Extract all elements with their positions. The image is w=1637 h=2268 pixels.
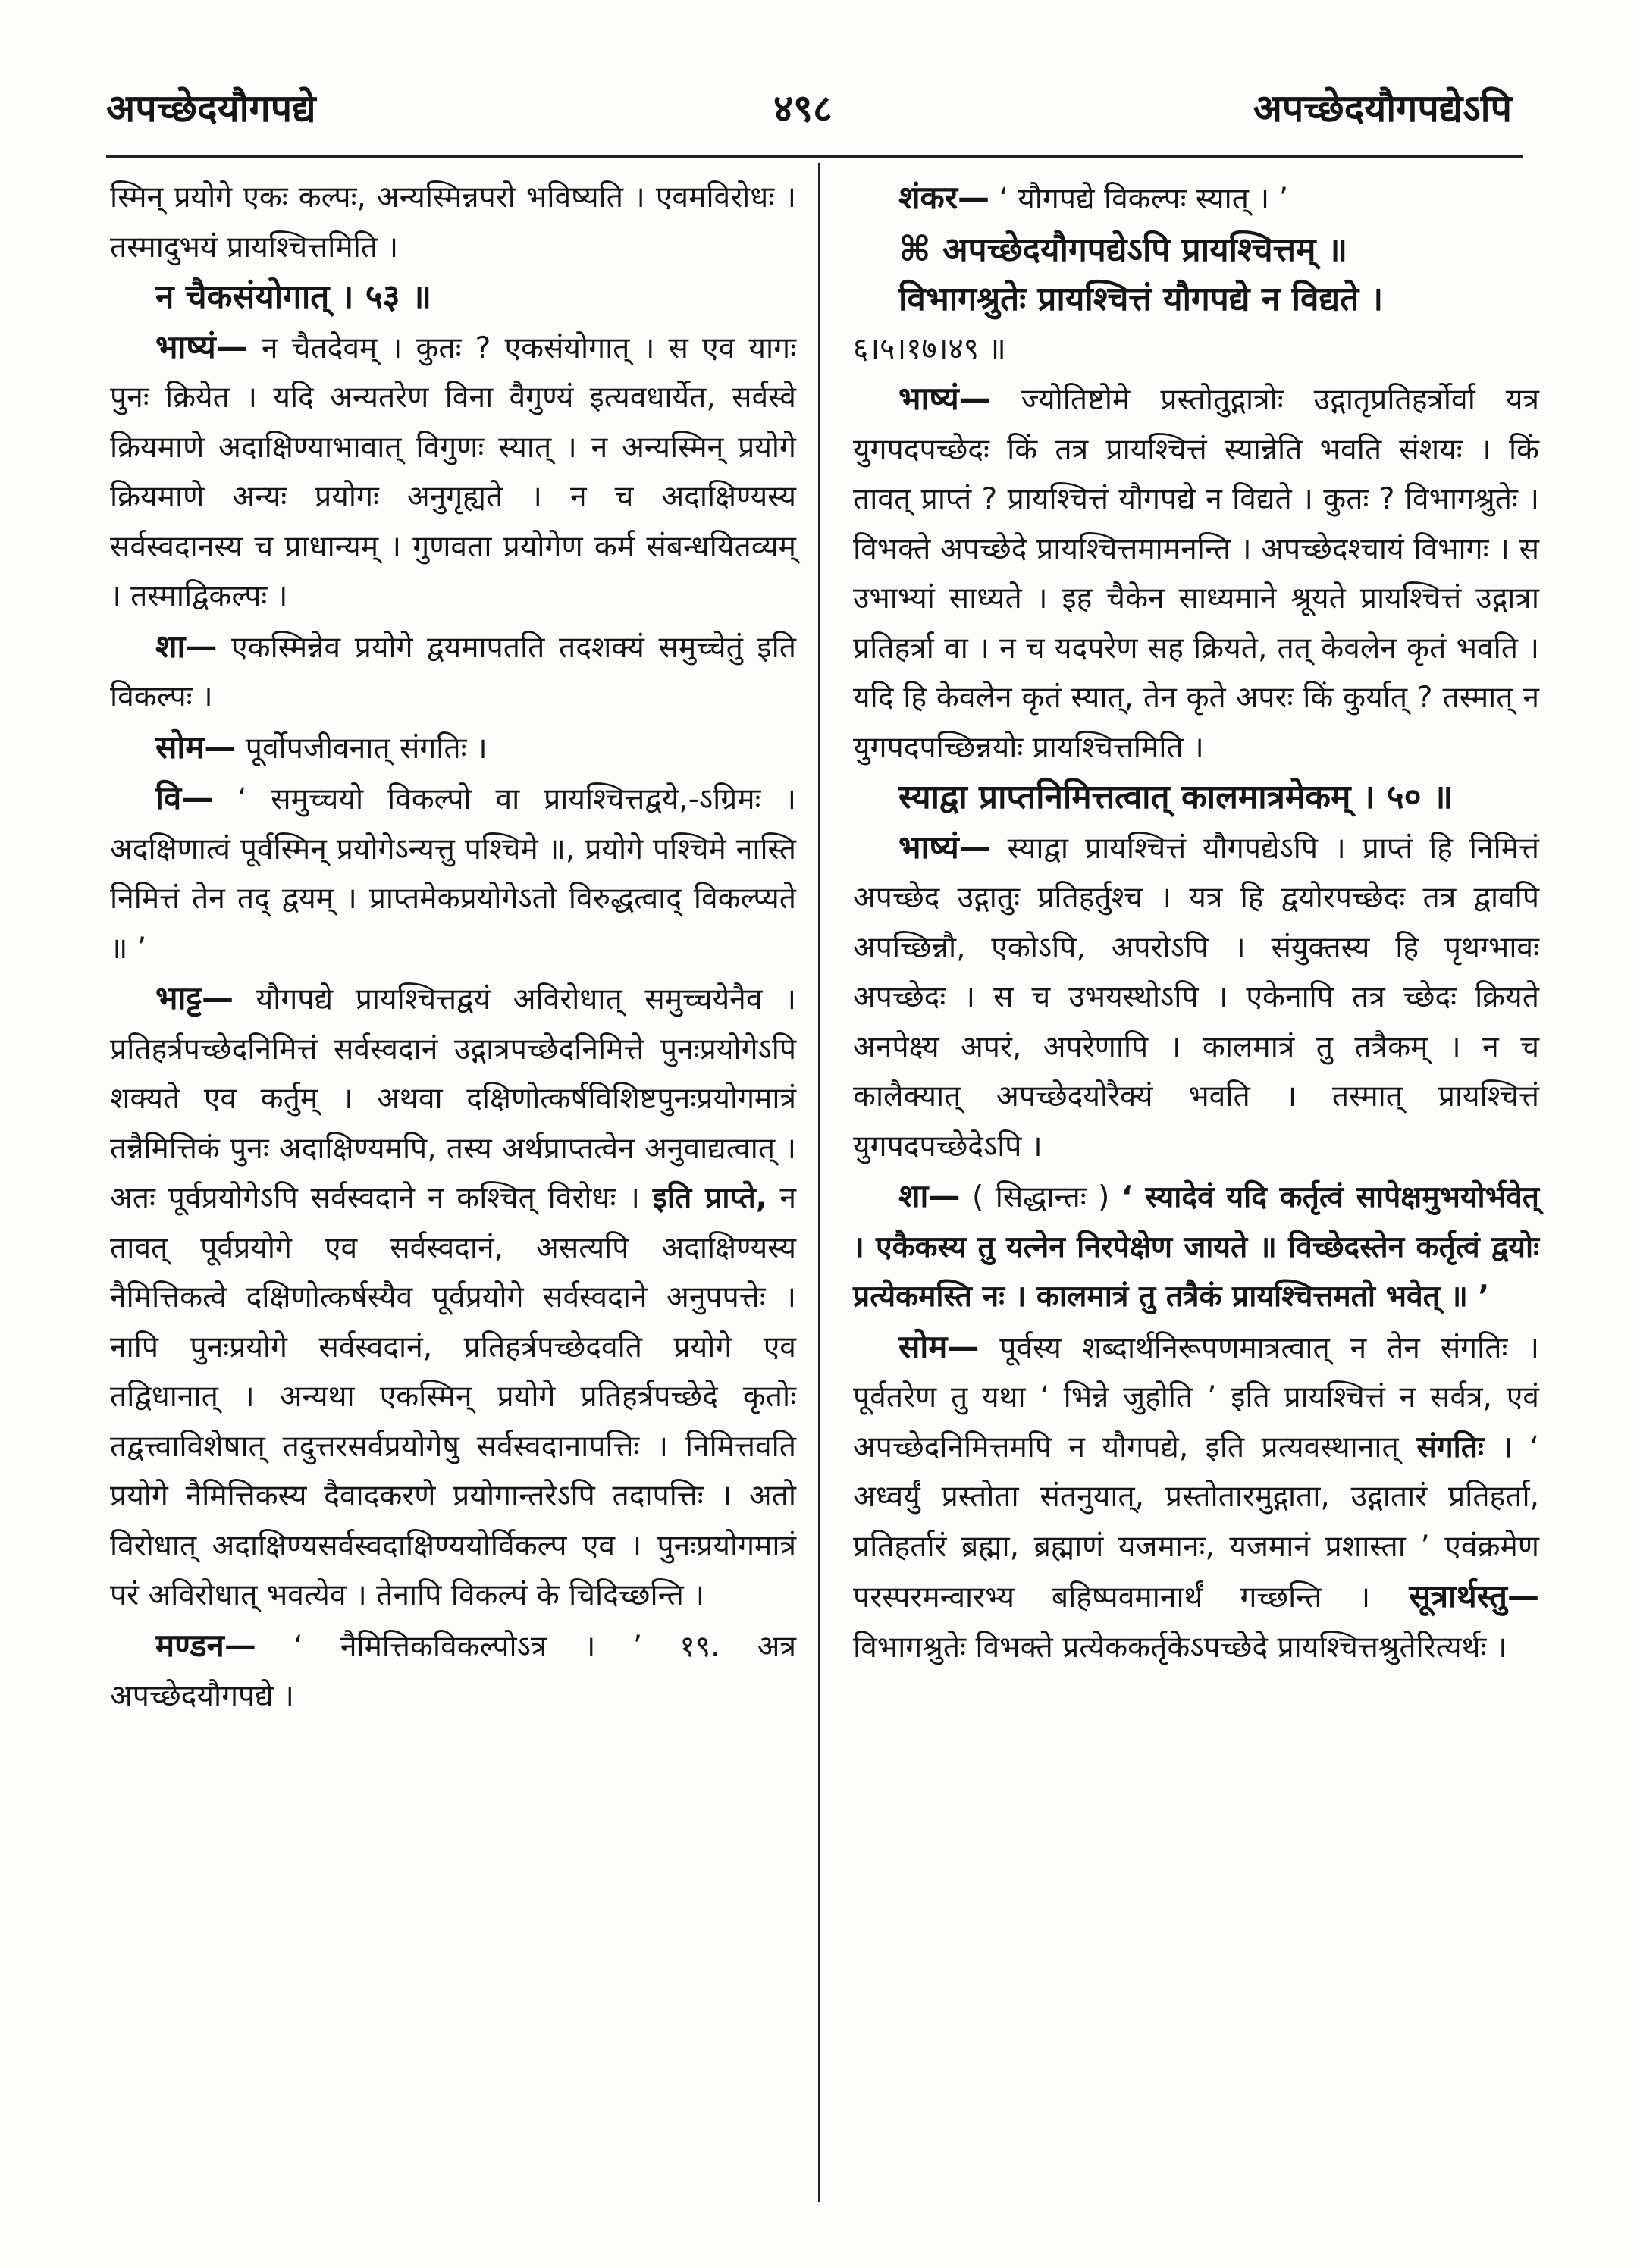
sha-label: शा— xyxy=(155,627,218,665)
sha-label: शा— xyxy=(898,1177,961,1214)
bhatta-paragraph xyxy=(110,973,796,1621)
mandana-text: ‘ नैमित्तिकविकल्पोऽत्र । ’ १९. अत्र अपच्छेदयौगपद्ये । xyxy=(110,1629,796,1713)
left-column xyxy=(110,173,796,1721)
right-column xyxy=(853,173,1539,1672)
shankara-paragraph xyxy=(853,173,1539,224)
soma-label: सोम— xyxy=(155,728,237,766)
page-number: ४९८ xyxy=(773,86,833,130)
sutrartha-text: विभागश्रुतेः विभक्ते प्रत्येककर्तृकेऽपच्छेदे प्रायश्चित्तश्रुतेरित्यर्थः । xyxy=(853,1630,1507,1665)
soma-text-continued: ‘ अध्वर्युं प्रस्तोता संतनुयात्, प्रस्तोतारमुद्गाता, उद्गातारं प्रतिहर्ता, प्रतिहर्तारं ब्रह्मा, ब्रह्माणं यजमानः, यजमानं प्रशास्ता ’ एवंक्रमेण परस्परमन्वारभ्य बहिष्पवमानार्थं गच्छन्ति । xyxy=(853,1430,1540,1615)
sha-siddhanta-paragraph xyxy=(853,1171,1539,1322)
vi-label: वि— xyxy=(155,779,214,816)
soma-paragraph xyxy=(853,1322,1539,1673)
bhatta-text-continued: न तावत् पूर्वप्रयोगे एव सर्वस्वदानं, असत्यपि अदाक्षिण्यस्य नैमित्तिकत्वे दक्षिणोत्कर्षस्यैव पूर्वप्रयोगे सर्वस्वदाने अनुपपत्तेः । नापि पुनःप्रयोगे सर्वस्वदानं, प्रतिहर्त्रपच्छेदवति प्रयोगे एव तद्विधानात् । अन्यथा एकस्मिन् प्रयोगे प्रतिहर्त्रपच्छेदे कृतोः तद्वत्त्वाविशेषात् तदुत्तरसर्वप्रयोगेषु सर्वस्वदानापत्तिः । निमित्तवति प्रयोगे नैमित्तिकस्य दैवादकरणे प्रयोगान्तरेऽपि तदापत्तिः । अतो विरोधात् अदाक्षिण्यसर्वस्वदाक्षिण्ययोर्विकल्प एव । पुनःप्रयोगमात्रं परं अविरोधात् भवत्येव । तेनापि विकल्पं के चिदिच्छन्ति । xyxy=(110,1181,796,1612)
sutra-53: न चैकसंयोगात् । ५३ ॥ xyxy=(155,277,432,316)
sha-paragraph xyxy=(110,622,796,722)
soma-paragraph xyxy=(110,722,796,774)
adhikarana-mark-icon: ⌘ xyxy=(898,227,931,269)
bhashya-1-text: ज्योतिष्टोमे प्रस्तोतुद्गात्रोः उद्गातृप्रतिहर्त्रोर्वा यत्र युगपदपच्छेदः किं तत्र प्रायश्चित्तं स्यान्नेति भवति संशयः । किं तावत् प्राप्तं ? प्रायश्चित्तं यौगपद्ये न विद्यते । कुतः ? विभागश्रुतेः । विभक्ते अपच्छेदे प्रायश्चित्तमामनन्ति । अपच्छेदश्चायं विभागः । स उभाभ्यां साध्यते । इह चैकेन साध्यमाने श्रूयते प्रायश्चित्तं उद्गात्रा प्रतिहर्त्रा वा । न च यदपरेण सह क्रियते, तत् केवलेन कृतं भवति । यदि हि केवलेन कृतं स्यात्, तेन कृते अपरः किं कुर्यात् ? तस्मात् न युगपदपच्छिन्नयोः प्रायश्चित्तमिति । xyxy=(853,383,1539,765)
running-head-right: अपच्छेदयौगपद्येऽपि xyxy=(1253,86,1512,130)
bhashya-label: भाष्यं— xyxy=(155,327,248,365)
sutra-49-reference: ६।५।१७।४९ ॥ xyxy=(853,331,1006,366)
soma-sangati: संगतिः । xyxy=(1398,1430,1513,1464)
shankara-label: शंकर— xyxy=(898,179,989,216)
soma-text: पूर्वस्य शब्दार्थनिरूपणमात्रत्वात् न तेन संगतिः । पूर्वतरेण तु यथा ‘ भिन्ने जुहोति ’ इति प्रायश्चित्तं न सर्वत्र, एवं अपच्छेदनिमित्तमपि न यौगपद्ये, इति प्रत्यवस्थानात् xyxy=(853,1330,1539,1464)
bhashya-text: न चैतदेवम् । कुतः ? एकसंयोगात् । स एव यागः पुनः क्रियेत । यदि अन्यतरेण विना वैगुण्यं इत्यवधार्येत, सर्वस्वे क्रियमाणे अदाक्षिण्याभावात् विगुणः स्यात् । न अन्यस्मिन् प्रयोगे क्रियमाणे अन्यः प्रयोगः अनुगृह्यते । न च अदाक्षिण्यस्य सर्वस्वदानस्य च प्राधान्यम् । गुणवता प्रयोगेण कर्म संबन्धयितव्यम् । तस्माद्विकल्पः । xyxy=(110,330,796,613)
iti-prapte: इति प्राप्ते, xyxy=(652,1181,767,1215)
header-rule xyxy=(106,155,1523,158)
sutra-49: विभागश्रुतेः प्रायश्चित्तं यौगपद्ये न विद्यते । xyxy=(898,280,1384,318)
soma-text: पूर्वोपजीवनात् संगतिः । xyxy=(236,731,488,766)
bhatta-label: भाट्ट— xyxy=(155,979,234,1017)
bhashya-2-label: भाष्यं— xyxy=(898,828,991,866)
shankara-text: ‘ यौगपद्ये विकल्पः स्यात् । ’ xyxy=(989,182,1288,216)
sha-text: एकस्मिन्नेव प्रयोगे द्वयमापतति तदशक्यं समुच्चेतुं इति विकल्पः । xyxy=(110,630,796,714)
soma-label: सोम— xyxy=(898,1327,980,1365)
continuation-paragraph: स्मिन् प्रयोगे एकः कल्पः, अन्यस्मिन्नपरो भविष्यति । एवमविरोधः । तस्मादुभयं प्रायश्चित्तमिति । xyxy=(110,180,796,265)
vi-text: ‘ समुच्चयो विकल्पो वा प्रायश्चित्तद्वये,-ऽग्रिमः । अदक्षिणात्वं पूर्वस्मिन् प्रयोगेऽन्यत्तु पश्चिमे ॥, प्रयोगे पश्चिमे नास्ति निमित्तं तेन तद् द्वयम् । प्राप्तमेकप्रयोगेऽतो विरुद्धत्वाद् विकल्प्यते ॥ ’ xyxy=(110,782,796,966)
sha-verse: ‘ स्यादेवं यदि कर्तृत्वं सापेक्षमुभयोर्भवेत् । एकैकस्य तु यत्नेन निरपेक्षेण जायते ॥ विच्छेदस्तेन कर्तृत्वं द्वयोः प्रत्येकमस्ति नः । कालमात्रं तु तत्रैकं प्रायश्चित्तमतो भवेत् ॥ ’ xyxy=(853,1180,1539,1314)
sutrartha-label: सूत्रार्थस्तु— xyxy=(1370,1577,1539,1615)
adhikarana-heading xyxy=(853,224,1539,275)
sha-note: ( सिद्धान्तः ) xyxy=(960,1180,1121,1214)
bhashya-2-paragraph xyxy=(853,822,1539,1172)
bhatta-text: यौगपद्ये प्रायश्चित्तद्वयं अविरोधात् समुच्चयेनैव । प्रतिहर्त्रपच्छेदनिमित्तं सर्वस्वदानं उद्गात्रपच्छेदनिमित्ते पुनःप्रयोगेऽपि शक्यते एव कर्तुम् । अथवा दक्षिणोत्कर्षविशिष्टपुनःप्रयोगमात्रं तन्नैमित्तिकं पुनः अदाक्षिण्यमपि, तस्य अर्थप्राप्तत्वेन अनुवाद्यत्वात् । अतः पूर्वप्रयोगेऽपि सर्वस्वदाने न कश्चित् विरोधः । xyxy=(110,982,796,1215)
adhikarana-title: अपच्छेदयौगपद्येऽपि प्रायश्चित्तम् ॥ xyxy=(942,230,1348,269)
bhashya-2-text: स्याद्वा प्रायश्चित्तं यौगपद्येऽपि । प्राप्तं हि निमित्तं अपच्छेद उद्गातुः प्रतिहर्तुश्च । यत्र हि द्वयोरपच्छेदः तत्र द्वावपि अपच्छिन्नौ, एकोऽपि, अपरोऽपि । संयुक्तस्य हि पृथग्भावः अपच्छेदः । स च उभयस्थोऽपि । एकेनापि तत्र च्छेदः क्रियते अनपेक्ष्य अपरं, अपरेणापि । कालमात्रं तु तत्रैकम् । न च कालैक्यात् अपच्छेदयोरैक्यं भवति । तस्मात् प्रायश्चित्तं युगपदपच्छेदेऽपि । xyxy=(853,831,1539,1164)
running-head-left: अपच्छेदयौगपद्ये xyxy=(106,86,316,130)
mandana-paragraph xyxy=(110,1621,796,1721)
bhashya-1-paragraph xyxy=(853,374,1539,772)
bhashya-1-label: भाष्यं— xyxy=(898,380,991,417)
mandana-label: मण्डन— xyxy=(155,1626,256,1664)
bhashya-paragraph xyxy=(110,322,796,622)
sutra-50: स्याद्वा प्राप्तनिमित्तत्वात् कालमात्रमेकम् । ५० ॥ xyxy=(898,778,1454,816)
column-divider xyxy=(818,163,820,2202)
vi-paragraph xyxy=(110,773,796,973)
